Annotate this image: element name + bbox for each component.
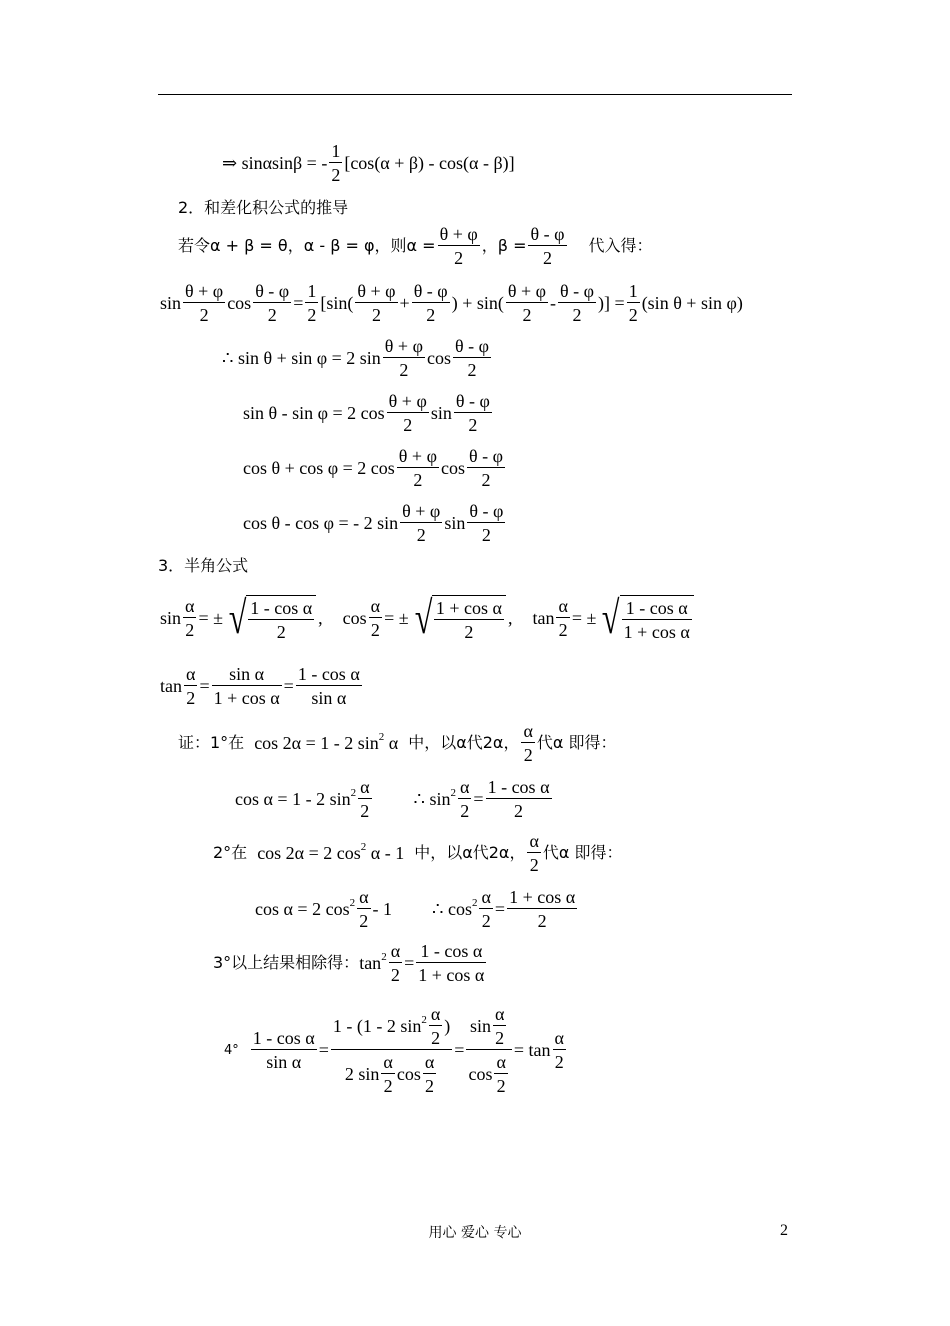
text: [cos(α + β) - cos(α - β)] [344,153,515,173]
section-heading: 2．和差化积公式的推导 [178,198,349,217]
proof-step-1-result: cos α = 1 - 2 sin $^2$ $\frac{\alpha}{2}$ ∴ sin $^2$ $\frac{\alpha}{2}$ = $\frac{\text{1 - cos α}}{2}$ [235,777,550,821]
text: 若令α + β = θ，α - β = φ，则α = [178,236,436,255]
formula-product-sin [222,142,515,184]
proof-step-4: 4° $\frac{\text{1 - cos α}}{\text{sin α}}$ = 1 - (1 - 2 sin $^2$ $\frac{\alpha}{2}$ ) 2 sin $\frac{\alpha}{2}$ cos $\frac{\alpha}{2}$ = sin $\frac{\alpha}{2}$ cos $\frac{\alpha}{2}$ = tan $\frac{\alpha}{2}$ [224,1004,564,1096]
proof-step-1: 证：1°在 cos 2α = 1 - 2 sin $^2$ α 中，以α代2α， $\frac{\alpha}{2}$ 代α 即得： [178,721,617,765]
formula-sin-diff: sin θ - sin φ = 2 cos $\frac{\theta + \varphi}{2}$ sin $\frac{\theta - \varphi}{2}$ [243,391,490,435]
text: 代入得： [588,236,653,255]
proof-step-2-result: cos α = 2 cos $^2$ $\frac{\alpha}{2}$ - 1 ∴ cos $^2$ $\frac{\alpha}{2}$ = $\frac{\text{1 + cos α}}{2}$ [255,887,576,931]
proof-step-2: 2°在 cos 2α = 2 cos $^2$ α - 1 中，以α代2α， $\frac{\alpha}{2}$ 代α 即得： [213,831,623,875]
text: ⇒ sinαsinβ = - [222,153,328,173]
formula-sin-sum: ∴ sin θ + sin φ = 2 sin $\frac{\theta + \varphi}{2}$ cos $\frac{\theta - \varphi}{2}$ [222,336,489,380]
formula-sum-derivation: sin $\frac{\theta + \varphi}{2}$ cos $\frac{\theta - \varphi}{2}$ = $\frac{1}{2}$ [sin( $\frac{\theta + \varphi}{2}$ + $\frac{\theta - \varphi}{2}$ ) + sin( $\frac{\theta + \varphi}{2}$ - $\frac{\theta - \varphi}{2}$ )] = $\frac{1}{2}$ (sin θ + sin φ) [160,281,743,325]
fraction: $\frac{\theta + \varphi}{2}$ [439,224,478,268]
page-footer: 用心 爱心 专心 [428,1225,522,1241]
formula-cos-sum: cos θ + cos φ = 2 cos $\frac{\theta + \varphi}{2}$ cos $\frac{\theta - \varphi}{2}$ [243,446,503,490]
fraction: $\frac{\theta - \varphi}{2}$ [530,224,565,268]
formula-tan-half: tan $\frac{\alpha}{2}$ = $\frac{\text{sin α}}{\text{1 + cos α}}$ = $\frac{\text{1 - cos α}}{\text{sin α}}$ [160,664,360,708]
formula-cos-diff: cos θ - cos φ = - 2 sin $\frac{\theta + \varphi}{2}$ sin $\frac{\theta - \varphi}{2}$ [243,501,504,545]
page-number: 2 [780,1222,788,1239]
section-heading: 3．半角公式 [158,556,249,575]
header-rule [158,94,792,95]
substitution-line [178,225,653,267]
text: ，β = [481,236,527,255]
fraction: $\frac{1}{2}$ [331,141,341,185]
proof-step-3: 3°以上结果相除得： tan $^2$ $\frac{\alpha}{2}$ = $\frac{\text{1 - cos α}}{\text{1 + cos α}}$ [213,941,485,985]
formula-half-angle-roots: sin $\frac{\alpha}{2}$ = ± √ $\frac{\text{1 - cos α}}{2}$ , cos $\frac{\alpha}{2}$ = ± √ $\frac{\text{1 + cos α}}{2}$ , tan $\frac{\alpha}{2}$ = ± √ $\frac{\text{1 - cos α}}{\text{1 + cos α}}$ [160,595,696,641]
